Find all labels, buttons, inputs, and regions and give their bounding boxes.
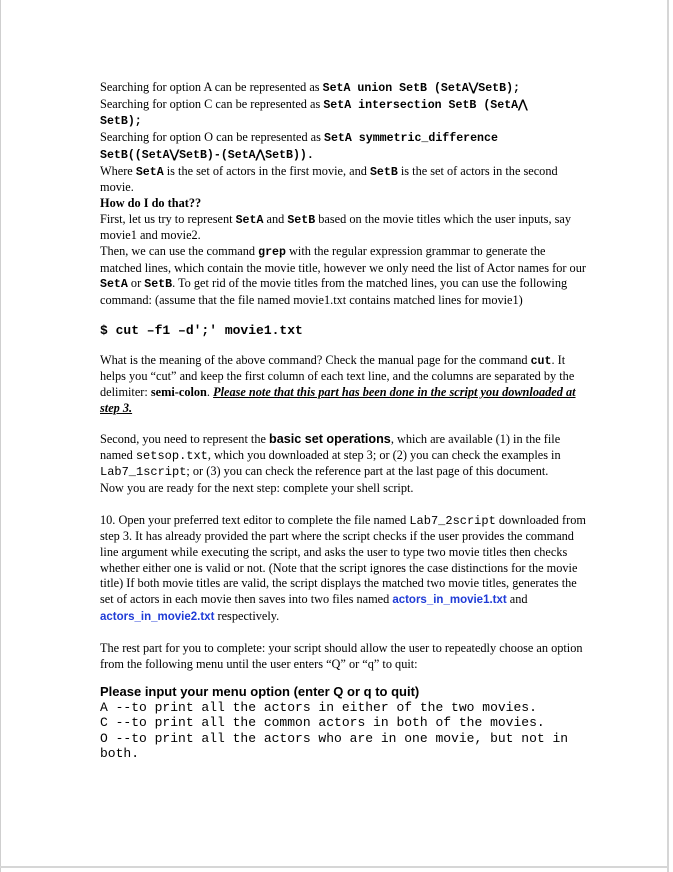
code-snippet: SetA symmetric_difference [324, 132, 498, 146]
note-emphasis: Please note that this part has been done in the script you downloaded at step 3. [100, 384, 576, 415]
text: Where [100, 163, 136, 178]
code-snippet: SetB [287, 213, 316, 227]
text: respectively. [214, 608, 280, 623]
text: . It helps you “cut” and keep the first column of each text line, and the columns are separated by the delimiter: [100, 352, 575, 399]
text: and [506, 592, 528, 607]
text: Searching for option A can be represented as [100, 80, 323, 94]
text: . To get rid of the movie titles from the matched lines, you can use the following command: (assume that the file named movie1.txt contains matched lines for movie1) [100, 276, 568, 308]
code-snippet: SetA [100, 278, 128, 292]
step10-paragraph [100, 513, 590, 626]
rest-paragraph: The rest part for you to complete: your script should allow the user to repeatedly choose an option from the following menu until the user enters “Q” or “q” to quit: [100, 641, 583, 671]
text: , which you downloaded at step 3; or (2) you can check the examples in [207, 447, 561, 462]
then-paragraph [100, 244, 590, 309]
menu-heading: Please input your menu option (enter Q or q to quit) [100, 683, 420, 699]
code-snippet: SetA union SetB (SetA⋁SetB); [322, 82, 521, 95]
text: , which are available (1) in the file named [100, 432, 561, 462]
filename: Lab7_2script [409, 513, 496, 528]
text: First, let us try to represent [100, 211, 236, 226]
code-snippet: SetB((SetA⋁SetB)-(SetA⋀SetB)). [100, 148, 314, 162]
option-c-paragraph [100, 97, 590, 130]
what-paragraph [100, 353, 590, 417]
code-snippet: SetA [235, 213, 264, 227]
cut-command: $ cut –f1 –d';' movie1.txt [100, 322, 303, 338]
text: ; or (3) you can check the reference part at the last page of this document. [186, 464, 549, 479]
text: What is the meaning of the above command? Check the manual page for the command [100, 352, 531, 367]
how-heading: How do I do that?? [100, 195, 202, 210]
text: is the set of actors in the first movie, and [163, 163, 370, 178]
code-snippet: SetA [135, 165, 164, 179]
code-snippet: grep [258, 246, 286, 260]
text: . [206, 384, 214, 399]
option-a-paragraph [100, 80, 590, 97]
text: Searching for option C can be represented as [100, 96, 324, 111]
code-snippet: SetB); [100, 115, 142, 129]
spacer [100, 497, 590, 513]
menu-option-a: A --to print all the actors in either of the two movies. [100, 699, 537, 715]
filename-blue: actors_in_movie2.txt [100, 610, 215, 623]
text: 10. Open your preferred text editor to complete the file named [100, 512, 410, 527]
filename-blue: actors_in_movie1.txt [392, 594, 507, 607]
emphasis: semi-colon [150, 384, 207, 399]
ready-paragraph: Now you are ready for the next step: complete your shell script. [100, 481, 414, 496]
spacer [100, 625, 590, 641]
text: with the regular expression grammar to generate the matched lines, which contain the movie title, however we only need the list of Actor names for our [100, 244, 586, 275]
text: based on the movie titles which the user inputs, say movie1 and movie2. [100, 211, 571, 243]
menu-option-c: C --to print all the common actors in both of the movies. [100, 715, 545, 731]
first-paragraph [100, 212, 590, 244]
page-border-bottom [0, 866, 669, 868]
code-snippet: SetB [369, 165, 398, 179]
code-snippet: cut [530, 354, 552, 368]
page-border-right [667, 0, 669, 872]
option-o-paragraph [100, 130, 590, 163]
text: or [127, 276, 145, 291]
document-body [100, 80, 590, 762]
page-border-left [0, 0, 1, 872]
menu-option-o: O --to print all the actors who are in one movie, but not in both. [100, 730, 576, 762]
code-snippet: SetA intersection SetB (SetA⋀ [323, 98, 528, 112]
second-paragraph [100, 432, 590, 481]
text: downloaded from step 3. It has already provided the part where the script checks if the user provides the command line argument while executing the script, and asks the user to type two movie titles then checks whether either one is valid or not. (Note that the script ignores the case distinctions for the movie title) If both movie titles are valid, the script displays the matched two movie titles, generates the set of actors in each movie then saves into two files named [100, 512, 586, 607]
spacer [100, 416, 590, 432]
text: and [263, 211, 288, 226]
filename: setsop.txt [135, 448, 208, 463]
emphasis: basic set operations [269, 432, 391, 447]
text: Then, we can use the command [100, 244, 259, 259]
filename: Lab7_1script [100, 465, 187, 480]
where-paragraph [100, 164, 590, 196]
text: Second, you need to represent the [100, 432, 270, 447]
text: is the set of actors in the second movie. [100, 163, 558, 195]
text: Searching for option O can be represented as [100, 130, 324, 145]
code-snippet: SetB [144, 278, 173, 292]
